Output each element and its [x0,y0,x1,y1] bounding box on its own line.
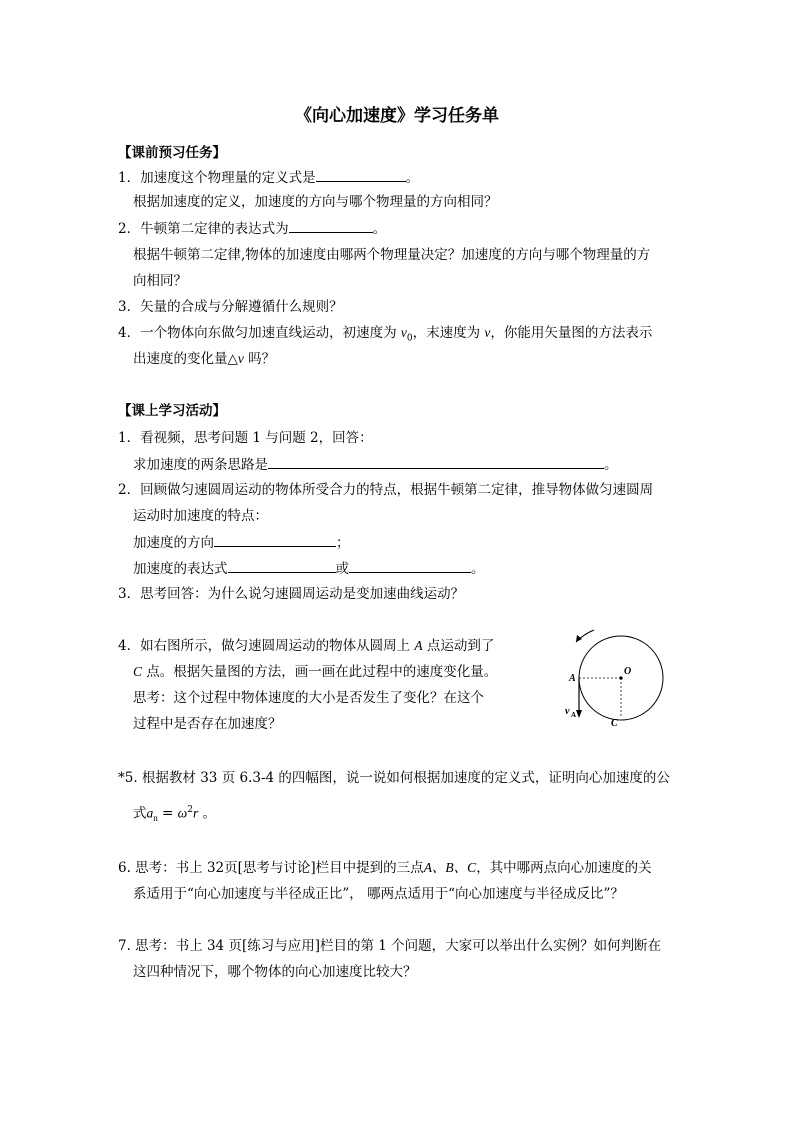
preview-question-2-line2: 根据牛顿第二定律,物体的加速度由哪两个物理量决定？加速度的方向与哪个物理量的方 [133,247,651,263]
label-a: A [569,673,576,684]
circular-motion-diagram [556,620,666,730]
class-question-4-line4: 过程中是否存在加速度？ [133,716,282,732]
preview-question-2: 2．牛顿第二定律的表达式为 。 [118,218,386,239]
answer-blank[interactable] [268,454,604,469]
section-heading-class: 【课上学习活动】 [118,403,226,419]
preview-question-1-line2: 根据加速度的定义，加速度的方向与哪个物理量的方向相同？ [133,194,498,210]
preview-question-3: 3．矢量的合成与分解遵循什么规则？ [118,299,343,315]
class-question-2-line2: 运动时加速度的特点： [133,508,268,524]
class-question-4-line2: C 点。根据矢量图的方法，画一画在此过程中的速度变化量。 [133,664,498,680]
answer-blank[interactable] [316,167,406,182]
class-question-6-line2: 系适用于“向心加速度与半径成正比”， 哪两点适用于“向心加速度与半径成反比”？ [133,886,624,902]
class-question-5-line2: 式$a_n = \omega^2r$ 。 [133,805,216,824]
page-title: 《向心加速度》学习任务单 [295,106,499,126]
acceleration-expression: 加速度的表达式 或 。 [133,558,485,579]
class-question-2: 2．回顾做匀速圆周运动的物体所受合力的特点，根据牛顿第二定律，推导物体做匀速圆周 [118,482,654,498]
label-o: O [624,666,632,677]
preview-question-2-line3: 向相同？ [133,273,187,289]
class-question-6: 6. 思考：书上 32页[思考与讨论]栏目中提到的三点A、B、C，其中哪两点向心加速度的关 [118,860,652,876]
preview-question-4: 4．一个物体向东做匀加速直线运动，初速度为 $v_0$，末速度为 v，你能用矢量图的方法表示 [118,325,653,344]
section-heading-preview: 【课前预习任务】 [118,145,226,161]
label-c: C [611,718,618,729]
label-v: v [565,706,570,717]
class-question-4-line3: 思考：这个过程中物体速度的大小是否发生了变化？在这个 [133,690,484,706]
velocity-arrow-head [576,710,582,718]
class-question-1-line2: 求加速度的两条思路是 。 [133,454,618,475]
class-question-3: 3．思考回答：为什么说匀速圆周运动是变加速曲线运动？ [118,586,465,602]
rotation-arrow-head [576,635,582,642]
class-question-7: 7. 思考：书上 34 页[练习与应用]栏目的第 1 个问题，大家可以举出什么实例？如何判断在 [118,938,662,954]
preview-question-4-line2: 出速度的变化量△v 吗？ [133,351,276,367]
label-v-sub: A [571,711,577,719]
answer-blank[interactable] [289,218,373,233]
answer-blank[interactable] [349,558,471,573]
acceleration-direction: 加速度的方向 ； [133,532,350,553]
class-question-5: *5. 根据教材 33 页 6.3-4 的四幅图，说一说如何根据加速度的定义式，证明向心加速度的公 [118,770,670,786]
class-question-1: 1．看视频，思考问题 1 与问题 2，回答： [118,430,373,446]
answer-blank[interactable] [214,532,336,547]
class-question-7-line2: 这四种情况下，哪个物体的向心加速度比较大？ [133,964,417,980]
class-question-4: 4．如右图所示，做匀速圆周运动的物体从圆周上 A 点运动到了 [118,638,495,654]
preview-question-1: 1．加速度这个物理量的定义式是 。 [118,167,419,188]
answer-blank[interactable] [228,558,336,573]
